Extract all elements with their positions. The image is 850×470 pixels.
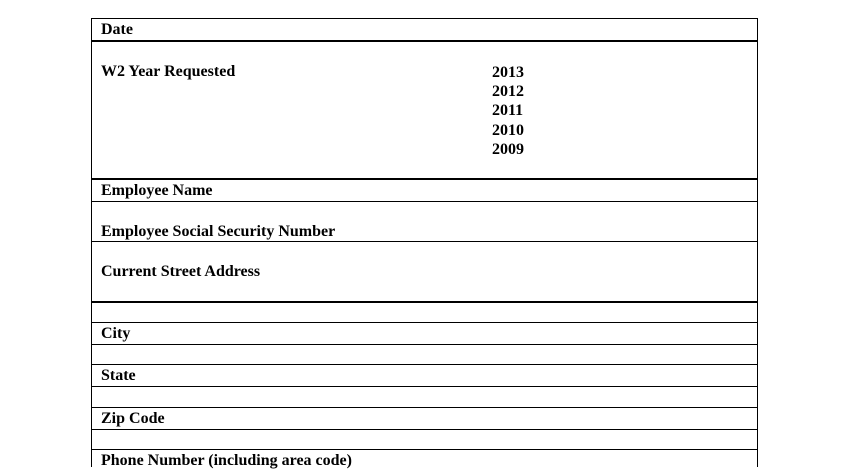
employee-name-label: Employee Name [101,182,213,199]
year-option: 2011 [492,102,524,120]
form-top-border [91,18,758,19]
divider-ssn [91,241,758,242]
divider-zip-blank [91,449,758,450]
ssn-label: Employee Social Security Number [101,223,336,240]
divider-street-address [91,301,758,303]
city-label: City [101,325,131,342]
divider-employee-name [91,201,758,202]
w2-year-options [492,63,524,159]
year-option: 2013 [492,64,524,81]
date-label: Date [101,21,133,38]
divider-city [91,344,758,345]
phone-number-label: Phone Number (including area code) [101,452,352,469]
state-label: State [101,367,136,384]
zip-code-label: Zip Code [101,410,165,427]
divider-state [91,386,758,387]
divider-city-blank [91,364,758,365]
divider-date [91,40,758,42]
year-option: 2010 [492,121,524,139]
divider-w2-year [91,178,758,180]
w2-request-form [91,18,758,467]
street-address-label: Current Street Address [101,263,261,280]
divider-zip [91,429,758,430]
w2-year-requested-label: W2 Year Requested [101,63,236,80]
divider-address-line2 [91,322,758,323]
year-option: 2012 [492,83,524,101]
year-option: 2009 [492,140,524,158]
divider-state-blank [91,407,758,408]
